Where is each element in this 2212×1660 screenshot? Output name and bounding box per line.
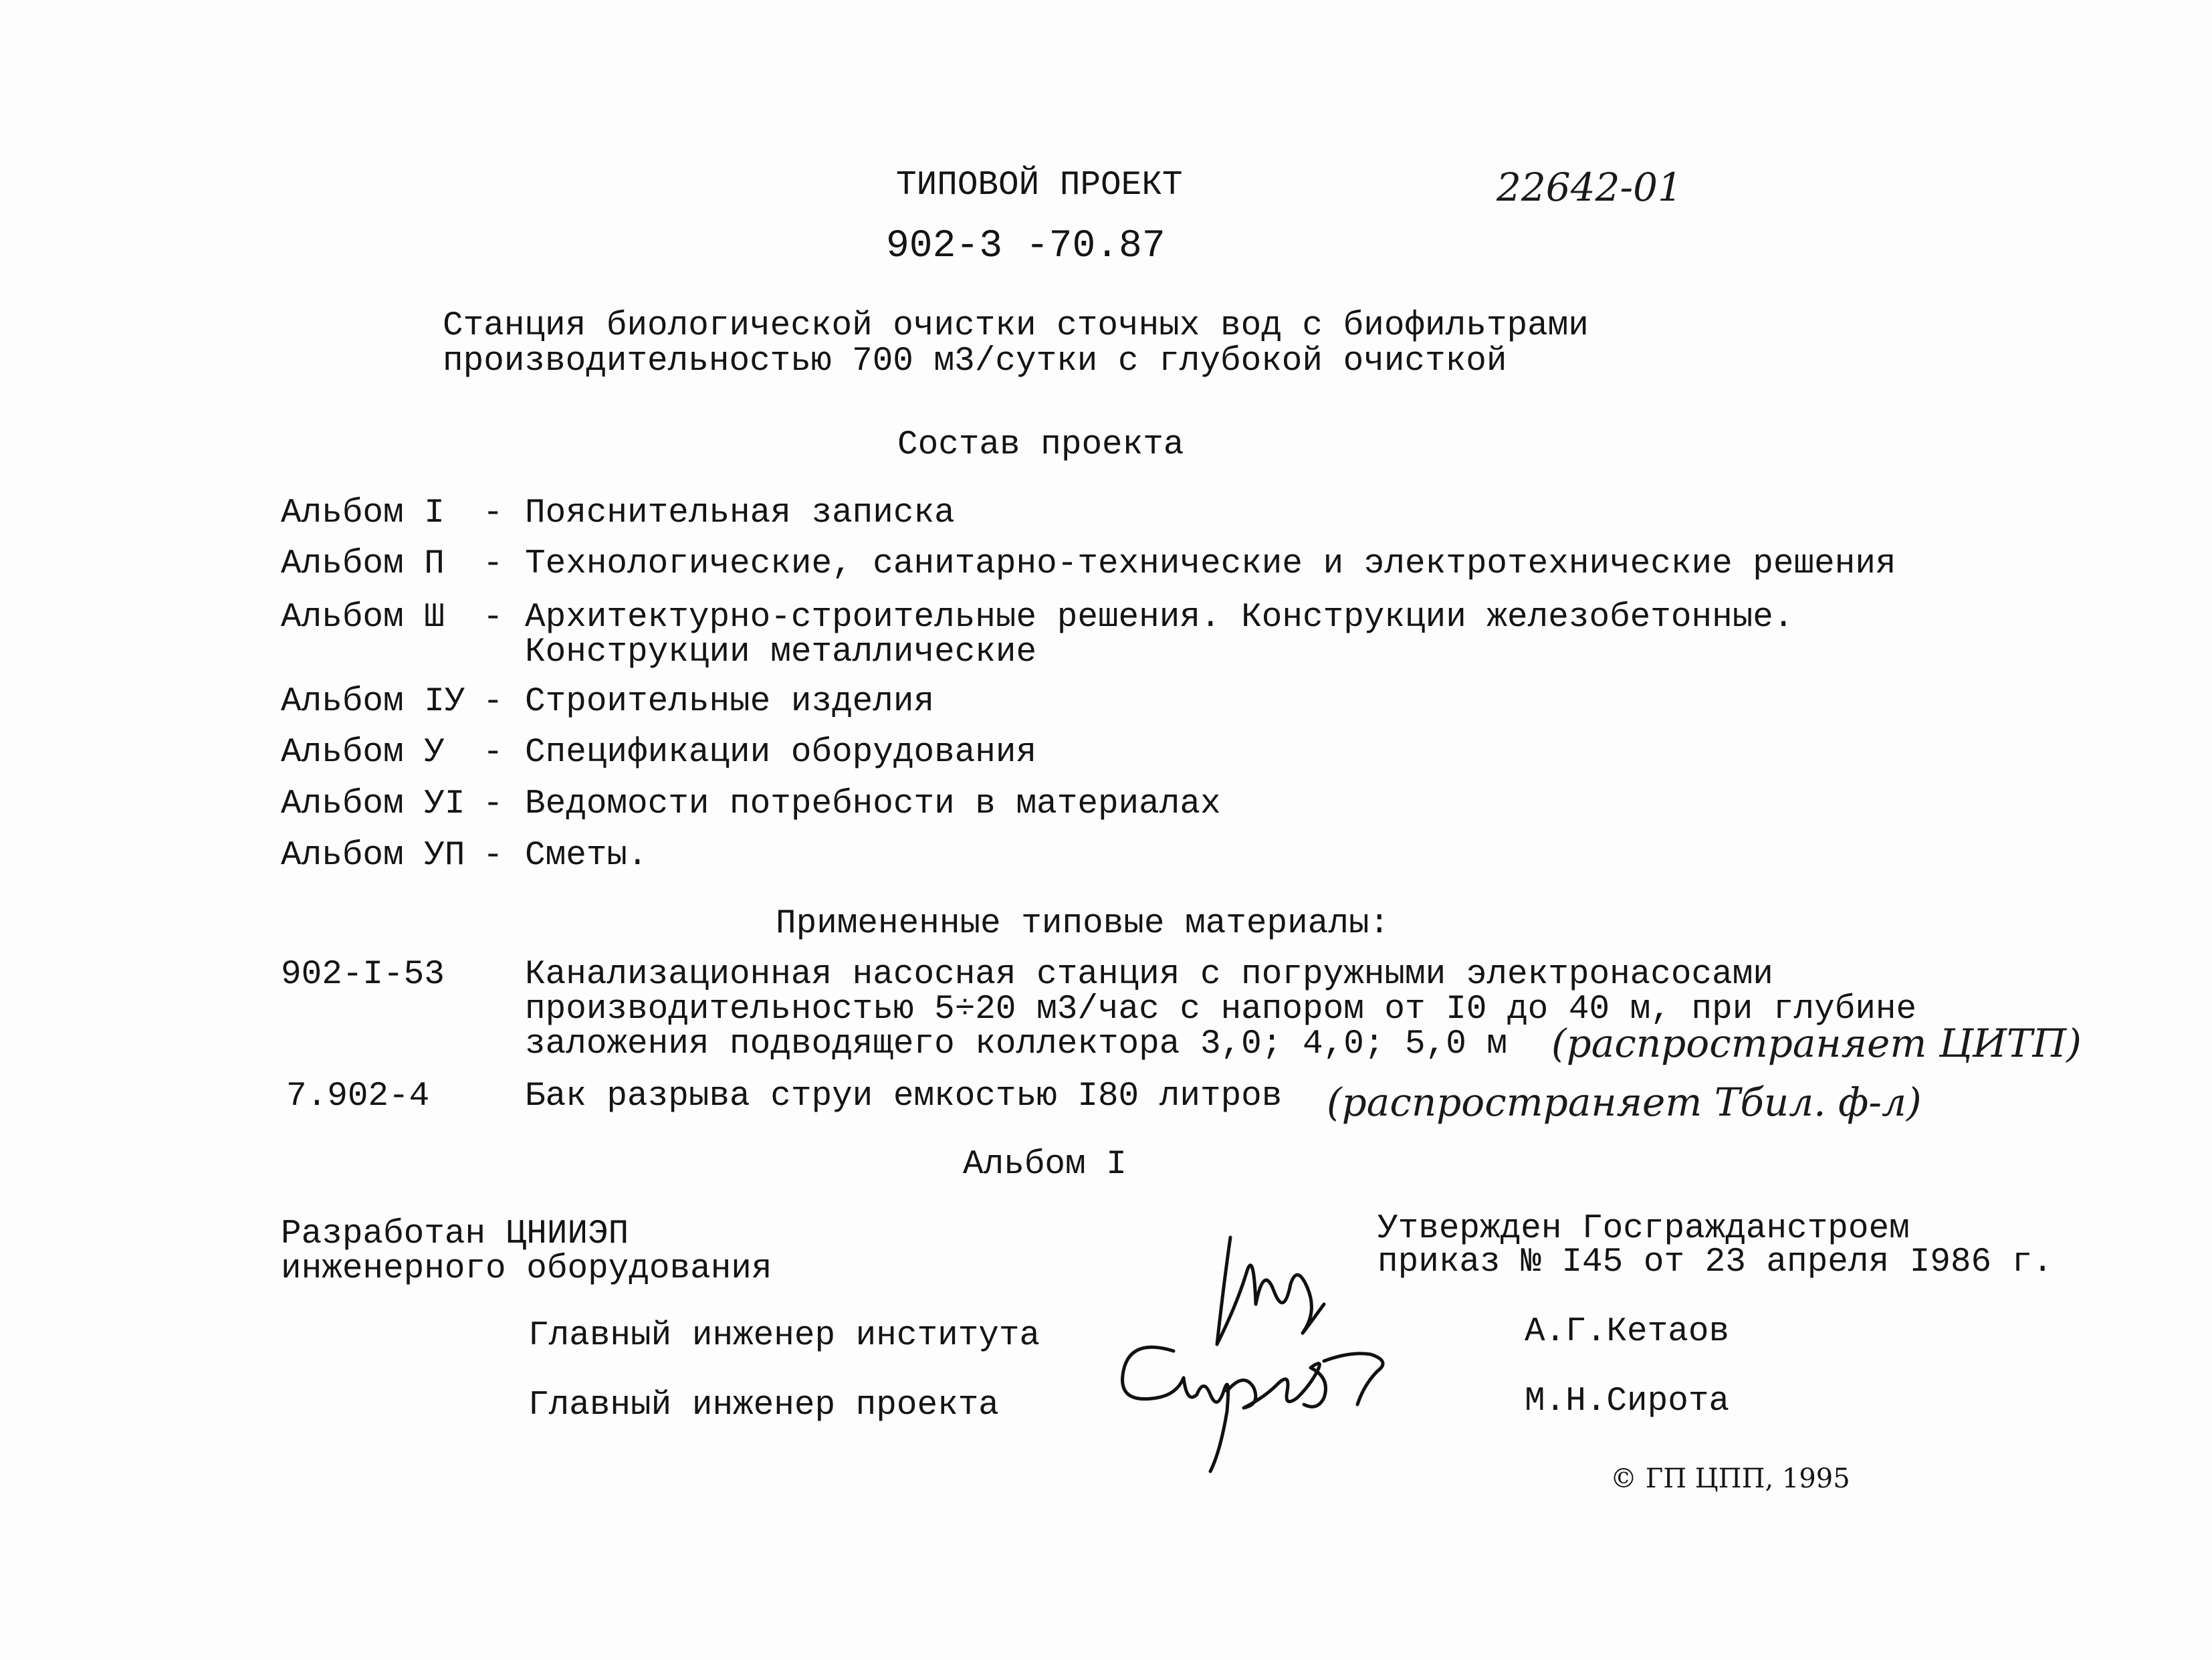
material-code: 7.902-4 [286, 1077, 430, 1116]
album-description: Сметы. [525, 837, 648, 875]
material-description: Бак разрыва струи емкостью I80 литров [525, 1077, 1283, 1116]
signatory-name: М.Н.Сирота [1525, 1382, 1730, 1421]
composition-heading: Состав проекта [897, 426, 1184, 464]
project-name-line2: производительностью 700 м3/сутки с глубокой очисткой [443, 342, 1507, 381]
current-album: Альбом I [963, 1146, 1127, 1184]
material-description: Канализационная насосная станция с погружными электронасосами [525, 956, 1773, 994]
signature-chief-engineer-project [1110, 1331, 1444, 1478]
developer-line1: Разработан ЦНИИЭП [281, 1215, 629, 1253]
project-name-line1: Станция биологической очистки сточных вод с биофильтрами [443, 307, 1589, 345]
inventory-number: 22642-01 [1497, 165, 1682, 210]
album-dash: - [483, 785, 504, 823]
album-label: Альбом IУ [281, 683, 465, 721]
approval-line2: приказ № I45 от 23 апреля I986 г. [1377, 1243, 2053, 1281]
album-label: Альбом У [281, 734, 445, 772]
distribution-note: (распространяет Тбил. ф-л) [1327, 1079, 1922, 1125]
album-description: Спецификации оборудования [525, 734, 1037, 772]
album-description: Архитектурно-строительные решения. Конструкции железобетонные. [525, 599, 1794, 637]
album-label: Альбом Ш [281, 599, 445, 637]
approval-line1: Утвержден Госгражданстроем [1377, 1210, 1910, 1248]
signatory-name: А.Г.Кетаов [1525, 1313, 1730, 1351]
album-label: Альбом УП [281, 837, 465, 875]
album-label: Альбом I [281, 494, 445, 532]
album-description: Ведомости потребности в материалах [525, 785, 1221, 823]
distribution-note: (распространяет ЦИТП) [1551, 1021, 2082, 1066]
material-description-cont: производительностью 5÷20 м3/час с напором от I0 до 40 м, при глубине [525, 991, 1917, 1029]
album-description: Пояснительная записка [525, 494, 955, 532]
album-dash: - [483, 494, 504, 532]
album-description: Строительные изделия [525, 683, 935, 721]
developer-line2: инженерного оборудования [281, 1250, 772, 1288]
project-code: 902-3 -70.87 [886, 225, 1166, 268]
signatory-role: Главный инженер проекта [528, 1386, 999, 1425]
material-description-cont: заложения подводящего коллектора 3,0; 4,0; 5,0 м [525, 1025, 1508, 1063]
album-dash: - [483, 683, 504, 721]
album-label: Альбом П [281, 545, 445, 583]
signatory-role: Главный инженер института [528, 1317, 1040, 1355]
materials-heading: Примененные типовые материалы: [776, 905, 1390, 943]
album-dash: - [483, 837, 504, 875]
album-description: Технологические, санитарно-технические и электротехнические решения [525, 545, 1896, 583]
album-dash: - [483, 545, 504, 583]
copyright-stamp: © ГП ЦПП, 1995 [1610, 1463, 1850, 1494]
material-code: 902-I-53 [281, 956, 445, 994]
doc-type-title: ТИПОВОЙ ПРОЕКТ [896, 167, 1183, 205]
album-description-cont: Конструкции металлические [525, 633, 1037, 671]
album-label: Альбом УI [281, 785, 465, 823]
album-dash: - [483, 734, 504, 772]
album-dash: - [483, 599, 504, 637]
